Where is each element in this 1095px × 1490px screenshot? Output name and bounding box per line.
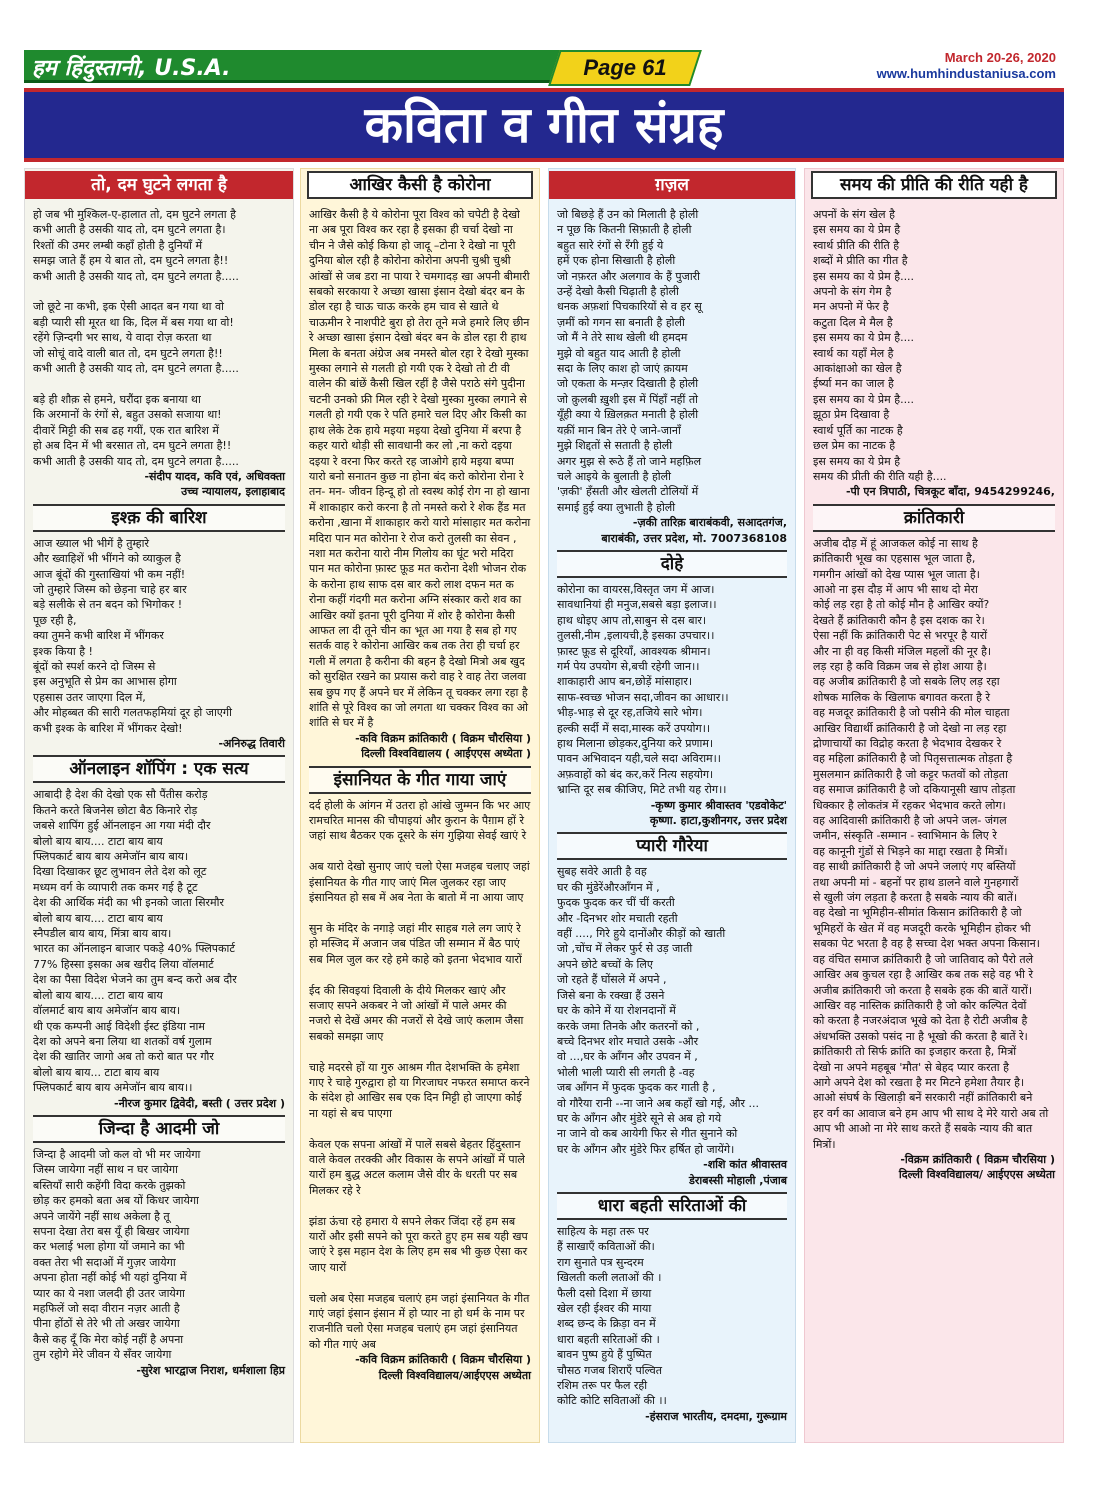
masthead	[24, 50, 1064, 84]
poem-text: साहित्य के महा तरू पर हैं साखाएँ कविताओं की। राग सुनाते पत्र सुन्दरम खिलती कली लताओं की । फैली दसो दिशा में छाया खेल रही ईश्वर की माया शब्द छन्द के क्रिड़ा वन में धारा बहती सरिताओं की । बावन पुष्प हुये हैं पुष्पित चौसठ गजब शिराएँ पल्वित रशिम तरू पर फैल रही कोटि कोटि सविताओं की ।।	[557, 1224, 667, 1408]
poem-text: अजीब दौड़ में हूं आजकल कोई ना साथ है क्रांतिकारी भूख का एहसास भूल जाता है, गमगीन आंखों को देख प्यास भूल जाता है। आओ ना इस दौड़ में आप भी साथ दो मेरा कोई लड़ रहा है तो कोई मौन है आखिर क्यों? देखते हैं क्रांतिकारी कौन है इस दशक का रे। ऐसा नहीं कि क्रांतिकारी पेट से भरपूर है यारों और ना ही वह किसी मंजिल महलों की नूर है। लड़ रहा है कवि विक्रम जब से होश आया है। वह अजीब क्रांतिकारी है जो सबके लिए लड़ रहा शोषक मालिक के खिलाफ बगावत करता है रे वह मजदूर क्रांतिकारी है जो पसीने की मोल चाहता आखिर विद्यार्थी क्रांतिकारी है जो देखो ना लड़ रहा द्रोणाचार्यों का विद्रोह करता है भेदभाव देखकर रे वह महिला क्रांतिकारी है जो पितृसत्तात्मक तोड़ता है मुसलमान क्रांतिकारी है जो कट्टर फतवों को तोड़ता वह समाज क्रांतिकारी है जो दकियानूसी खाप तोड़ता धिक्कार है लोकतंत्र में रहकर भेदभाव करते लोग। वह आदिवासी क्रांतिकारी है जो अपने जल- जंगल जमीन, संस्कृति -सम्मान - स्वाभिमान के लिए रे वह कानूनी गुंडों से भिड़ने का माद्दा रखता है मित्रों। वह साथी क्रांतिकारी है जो अपने जलाएं गए बस्तियों तथा अपनी मां - बहनों पर हाथ डालने वाले गुनहगारों से खुली जंग लड़ता है करता है सबके न्याय की बातें। वह देखो ना भूमिहीन-सीमांत किसान क्रांतिकारी है जो भूमिहरों के खेत में वह मजदूरी करके भूमिहीन होकर भी सबका पेट भरता है वह है सच्चा देश भक्त अपना किसान। वह वंचित समाज क्रांतिकारी है जो जातिवाद को पैरो तले आखिर अब कुचल रहा है आखिर कब तक सहे वह भी रे अजीब क्रांतिकारी जो करता है सबके हक की बातें यारों। आखिर वह नास्तिक क्रांतिकारी है जो कोर कल्पित देवों को करता है नजरअंदाज भूखे को देता है रोटी अजीब है अंधभक्ति उसको पसंद ना है भूखो की करता है बातें रे। क्रांतिकारी तो सिर्फ क्रांति का इजहार करता है, मित्रों देखो ना अपने महबूब 'मौत' से बेहद प्यार करता है आगे अपने देश को रखता है मर मिटने हमेशा तैयार है। आओ संघर्ष के खिलाड़ी बनें सरकारी नहीं क्रांतिकारी बने हर वर्ग का आवाज बने हम आप भी साथ दे मेरे यारो अब तो आप भी आओ ना मेरे साथ करते हैं सबके न्याय की बात मित्रों।	[813, 536, 1049, 1151]
poem-title: दोहे	[557, 550, 787, 578]
poem-text: आज ख्याल भी भीगें है तुम्हारे और ख्वाहिशें भी भींगने को व्याकुल है आज बूंदों की गुस्ताखियां भी कम नहीं! जो तुम्हारे जिस्म को छेड़ना चाहे हर बार बड़े सलीके से तन बदन को भिगोकर ! पूछ रही है, क्या तुमने कभी बारिश में भींगकर इश्क किया है ! बूंदों को स्पर्श करने दो जिस्म से इस अनुभूति से प्रेम का आभास होगा एहसास उतर जाएगा दिल में, और मोहब्बत की सारी गलतफहमियां दूर हो जाएगी कभी इश्क के बारिश में भींगकर देखो!	[33, 536, 232, 735]
poem-byline: -कृष्ण कुमार श्रीवास्तव 'एडवोकेट' कृष्णा. हाटा,कुशीनगर, उत्तर प्रदेश	[649, 798, 787, 828]
poem-text: जो बिछड़े हैं उन को मिलाती है होली न पूछ कि कितनी सिफ़ाती है होली बहुत सारे रंगों से रँगी हुई ये हमें एक होना सिखाती है होली जो नफ़रत और अलगाव के हैं पुजारी उन्हें देखो कैसी चिढ़ाती है होली धनक अफ़शां पिचकारियों से व हर सू ज़मीं को गगन सा बनाती है होली जो मैं ने तेरे साथ खेली थी हमदम मुझे वो बहुत याद आती है होली सदा के लिए काश हो जाएं क़ायम जो एकता के मन्ज़र दिखाती है होली जो क़ुलबी ख़ुशी इस में पिंहाँ नहीं तो यूँही क्या ये ख़िलक़त मनाती है होली यक़ीं मान बिन तेरे ऐ जाने-जानाँ मुझे शिद्दतों से सताती है होली अगर मुझ से रूठे हैं तो जाने महफ़िल चले आइये के बुलाती है होली 'ज़की' हँसती और खेलती टोलियों में समाई हुई क्या लुभाती है होली	[557, 208, 702, 514]
poem-title: समय की प्रीति की रीति यही है	[811, 171, 1057, 199]
poem-byline: -नीरज कुमार द्विवेदी, बस्ती ( उत्तर प्रदेश )	[114, 1096, 285, 1110]
column-3	[548, 168, 796, 1443]
page-title: कविता व गीत संग्रह	[364, 96, 724, 154]
column-1	[24, 168, 294, 1443]
issue-date: March 20-26, 2020	[944, 50, 1056, 65]
poem-byline: -संदीप यादव, कवि एवं, अधिवक्ता उच्च न्यायालय, इलाहाबाद	[144, 469, 285, 499]
poem-title: क्रांतिकारी	[813, 504, 1055, 532]
poem-title: ऑनलाइन शॉपिंग : एक सत्य	[33, 755, 285, 783]
poem-byline: -कवि विक्रम क्रांतिकारी ( विक्रम चौरसिया ) दिल्ली विश्वविद्यालय/आईएएस अध्येता	[355, 1353, 531, 1382]
poem-title: ग़ज़ल	[549, 171, 795, 199]
site-url[interactable]: www.humhindustaniusa.com	[876, 66, 1056, 81]
poem-text: कोरोना का वायरस,विस्तृत जग में आज। सावधानियां ही मनुज,सबसे बड़ा इलाज।। हाथ धोइए आप तो,साबुन से दस बार। तुलसी,नीम ,इलायची,है इसका उपचार।। फ़ास्ट फ़ूड से दूरियाँ, आवश्यक श्रीमान। गर्म पेय उपयोग से,बची रहेगी जान।। शाकाहारी आप बन,छोड़ें मांसाहार। साफ-स्वच्छ भोजन सदा,जीवन का आधार।। भीड़-भाड़ से दूर रह,तजिये सारे भोग। हल्की सर्दी में सदा,मास्क करें उपयोग।। हाथ मिलाना छोड़कर,दुनिया करे प्रणाम। पावन अभिवादन यही,चले सदा अविराम।। अफ़वाहों को बंद कर,करें नित्य सहयोग। भ्रान्ति दूर सब कीजिए, मिटे तभी यह रोग।।	[557, 582, 729, 797]
poem-byline: -कवि विक्रम क्रांतिकारी ( विक्रम चौरसिया ) दिल्ली विश्वविद्यालय ( आईएएस अध्येता )	[355, 731, 531, 761]
poem-byline: -पी एन त्रिपाठी, चित्रकूट बाँदा, 9454299246,	[845, 485, 1055, 499]
poem-byline: -सुरेश भारद्वाज निराश, धर्मशाला हिप्र	[136, 1363, 285, 1377]
poem-text: हो जब भी मुश्किल-ए-हालात तो, दम घुटने लगता है कभी आती है उसकी याद तो, दम घुटने लगता है। रिश्तों की उमर लम्बी कहाँ होती है दुनियाँ में समझ जाते हैं हम ये बात तो, दम घुटने लगता है!! कभी आती है उसकी याद तो, दम घुटने लगता है..... जो छूटे ना कभी, इक ऐसी आदत बन गया था वो बड़ी प्यारी सी मूरत था कि, दिल में बस गया था वो! रहेंगे ज़िन्दगी भर साथ, ये वादा रोज़ करता था जो सोचूं वादे वाली बात तो, दम घुटने लगता है!! कभी आती है उसकी याद तो, दम घुटने लगता है..... बड़े ही शौक़ से हमने, घरौंदा इक बनाया था कि अरमानों के रंगों से, बहुत उसको सजाया था! दीवारें मिट्टी की सब ढह गयीं, एक रात बारिश में हो अब दिन में भी बरसात तो, दम घुटने लगता है!! कभी आती है उसकी याद तो, दम घुटने लगता है.....	[33, 208, 239, 468]
poem-byline: -हंसराज भारतीय, दमदमा, गुरूग्राम	[645, 1409, 787, 1423]
poem-title: तो, दम घुटने लगता है	[25, 171, 293, 199]
poem-title: इंसानियत के गीत गाया जाएं	[309, 766, 531, 794]
poem-text: आखिर कैसी है ये कोरोना पूरा विश्व को चपेटी है देखो ना अब पूरा विश्व कर रहा है इसका ही चर्चा देखो ना चीन ने जैसे कोई किया हो जादू –टोना रे देखो ना पूरी दुनिया बोल रही है कोरोना कोरोना अपनी चुश्री चुश्री आंखों से जब डरा ना पाया रे चमगादड़ खा अपनी बीमारी सबको सरकाया रे अच्छा खासा इंसान देखो बंदर बन के डोल रहा है चाऊ चाऊ करके हम चाव से खाते थे चाऊमीन रे नाशपीटे बुरा हो तेरा तूने मजे हमारे लिए छीन रे अच्छा खासा इंसान देखो बंदर बन के डोल रहा री हाथ मिला के बनता अंग्रेज अब नमस्ते बोल रहा रे देखो मुस्का मुस्का लगाने से गलती हो गयी एक रे देखो तो टी वी वालेन की बांछें कैसी खिल रहीं है जैसे पराठे संगे पुदीना चटनी उनको फ्री मिल रही रे देखो मुस्का मुस्का लगाने से गलती हो गयी एक रे पति हमारे चल दिए और किसी का हाथ लेके टेक हाये मइया मइया देखो दुनिया में बरपा है कहर यारो थोड़ी सी सावधानी कर लो ,ना करो दइया दइया रे वरना फिर करते रह जाओगे हाये मइया बप्पा यारो बनो सनातन कुछ ना होना बंद करो कोरोना रोना रे तन- मन- जीवन हिन्दू हो तो स्वस्थ कोई रोग ना हो खाना में शाकाहार करो करना है तो नमस्ते करो रे शेक हैंड मत करोना ,खाना में शाकाहार करो यारो मांसाहार मत करोना मदिरा पान मत कोरोना रे रोज करो तुलसी का सेवन , नशा मत करोना यारो नीम गिलोय का घूंट भरो मदिरा पान मत कोरोना फ़ास्ट फ़ूड मत करोना देशी भोजन रोक के करोना हाथ साफ दस बार करो लाश दफन मत क रोना कहीं गंदगी मत करोना अग्नि संस्कार करो शव का आखिर क्यों इतना पूरी दुनिया में शोर है कोरोना कैसी आफत ला दी तूने चीन का भूत आ गया है सब हो गए सतर्क वाह रे कोरोना आखिर कब तक तेरा ही चर्चा हर गली में लगता है करीना की बहन है देखो मित्रो अब खुद को सुरक्षित रखने का प्रयास करो वाह रे वाह तेरा जलवा सब छुप गए हैं अपने घर में लेकिन तू चक्कर लगा रहा है शांति से पूरे विश्व का जो लगता था चक्कर विश्व का ओ शांति से घर में है	[309, 208, 531, 730]
poem-text: जिन्दा है आदमी जो कल वो भी मर जायेगा जिस्म जायेगा नहीं साथ न घर जायेगा बस्तियाँ सारी कहेंगी विदा करके तुझको छोड़ कर हमको बता अब यों किधर जायेगा अपने जायेंगे नहीं साथ अकेला है तू सपना देखा तेरा बस यूँ ही बिखर जायेगा कर भलाई भला होगा यों जमाने का भी वक्त तेरा भी सदाओं में गुज़र जायेगा अपना होता नहीं कोई भी यहां दुनिया में प्यार का ये नशा जलदी ही उतर जायेगा महफिलें जो सदा वीरान नज़र आती है पीना होंठों से तेरे भी तो अखर जायेगा कैसे कह दूँ कि मेरा कोई नहीं है अपना तुम रहोगे मेरे जीवन ये सँवर जायेगा	[33, 1147, 201, 1362]
poem-title: धारा बहती सरिताओं की	[557, 1192, 787, 1220]
column-2	[300, 168, 540, 1443]
poem-text: सुबह सवेरे आती है वह घर की मुंडेरेंऔरआँगन में , फुदक फुदक कर चीं चीं करती और -दिनभर शोर मचाती रहती वहीं ...., गिरे हुये दानोंऔर कीड़ों को खाती जो ,चोंच में लेकर फुर्र से उड़ जाती अपने छोटे बच्चों के लिए जो रहते हैं घोंसले में अपने , जिसे बना के रक्खा हैं उसने घर के कोने में या रोशनदानों में करके जमा तिनके और कतरनों को , बच्चे दिनभर शोर मचाते उसके -और वो ...,घर के आँगन और उपवन में , भोली भाली प्यारी सी लगती है -वह जब आँगन में फुदक फुदक कर गाती है , वो गौरैया रानी --ना जाने अब कहाँ खो गई, और ... घर के आँगन और मुंडेरे सूने से अब हो गये ना जाने वो कब आयेगी फिर से गीत सुनाने को घर के आँगन और मुंडेरे फिर हर्षित हो जायेंगे।	[557, 865, 760, 1156]
poem-byline: -ज़की तारिक़ बाराबंकवी, सआदतगंज, बाराबंकी, उत्तर प्रदेश, मो. 7007368108	[601, 516, 787, 545]
page-badge	[548, 50, 702, 86]
poem-title: जिन्दा है आदमी जो	[33, 1115, 285, 1143]
poem-title: प्यारी गौरेया	[557, 832, 787, 860]
page-number: Page 61	[583, 55, 667, 80]
page-title-bar	[24, 88, 1064, 162]
poem-title: आखिर कैसी है कोरोना	[307, 171, 533, 199]
poem-byline: -अनिरुद्ध तिवारी	[218, 737, 285, 750]
poem-text: अपनों के संग खेल है इस समय का ये प्रेम है स्वार्थ प्रीति की रीति है शब्दों मे प्रीति का गीत है इस समय का ये प्रेम है.... अपनो के संग गेम है मन अपनो में फेर है कटुता दिल मे मैल है इस समय का ये प्रेम है.... स्वार्थ का यहाँ मेल है आकांक्षाओ का खेल है ईर्ष्या मन का जाल है इस समय का ये प्रेम है.... झूठा प्रेम दिखावा है स्वार्थ पूर्ति का नाटक है छल प्रेम का नाटक है इस समय का ये प्रेम है समय की प्रीती की रीति यही है....	[813, 208, 947, 483]
poem-text: आबादी है देश की देखो एक सौ पैंतीस करोड़ कितने करते बिजनेस छोटा बैठ किनारे रोड़ जबसे शापिंग हुई ऑनलाइन आ गया मंदी दौर बोलो बाय बाय.... टाटा बाय बाय फ्लिपकार्ट बाय बाय अमेजॉन बाय बाय। दिखा दिखाकर छूट लुभावन लेते देश को लूट मध्यम वर्ग के व्यापारी तक कमर गई है टूट देश की आर्थिक मंदी का भी इनको जाता सिरमौर बोलो बाय बाय.... टाटा बाय बाय स्नैपडील बाय बाय, मिंत्रा बाय बाय। भारत का ऑनलाइन बाजार पकड़े 40% फ्लिपकार्ट 77% हिस्सा इसका अब खरीद लिया वॉलमार्ट देश का पैसा विदेश भेजने का तुम बन्द करो अब दौर बोलो बाय बाय.... टाटा बाय बाय वॉलमार्ट बाय बाय अमेजॉन बाय बाय। थी एक कम्पनी आई विदेशी ईस्ट इंडिया नाम देश को अपने बना लिया था शतकों वर्ष गुलाम देश की खातिर जागो अब तो करो बात पर गौर बोलो बाय बाय... टाटा बाय बाय फ्लिपकार्ट बाय बाय अमेजॉन बाय बाय।।	[33, 788, 237, 1095]
masthead-logo-band	[24, 50, 564, 83]
column-4	[804, 168, 1064, 1443]
poem-byline: -शशि कांत श्रीवास्तव डेराबस्सी मोहाली ,पंजाब	[689, 1158, 787, 1187]
poem-title: इश्क़ की बारिश	[33, 504, 285, 532]
masthead-logo: हम हिंदुस्तानी, U.S.A.	[32, 56, 231, 81]
poem-byline: -विक्रम क्रांतिकारी ( विक्रम चौरसिया ) दिल्ली विश्वविद्यालय/ आईएएस अध्येता	[898, 1152, 1055, 1182]
poem-text: दर्द होली के आंगन में उतरा हो आंखे जुम्मन कि भर आए रामचरित मानस की चौपाइयां और कुरान के पैग़ाम हों रे जहां साथ बैठकर एक दूसरे के संग गुझिया सेवई खाएं रे अब यारो देखो सुनाए जाएं चलो ऐसा मजहब चलाए जहां इंसानियत के गीत गाए जाएं मिल जुलकर रहा जाए इंसानियत हो सब में अब नेता के बातो में ना आया जाए सुन के मंदिर के नगाड़े जहां मीर साहब गले लग जाएं रे हो मस्जिद में अजान जब पंडित जी सम्मान में बैठ पाएं सब मिल जुल कर रहे हमे काहे को इतना भेदभाव यारों ईद की सिवइयां दिवाली के दीये मिलकर खाएं और सजाए सपने अकबर ने जो आंखों में पाले अमर की नजरो से देखें अमर की नजरों से देखे जाएं कलाम जैसा सबको समझा जाए चाहे मदरसे हों या गुरु आश्रम गीत देशभक्ति के हमेशा गाए रे चाहे गुरुद्वारा हो या गिरजाघर नफरत समाप्त करने के संदेश हो आखिर सब एक दिन मिट्टी हो जाएगा कोई ना यहां से बच पाएगा केवल एक सपना आंखों में पालें सबसे बेहतर हिंदुस्तान वाले केवल तरक्की और विकास के सपने आंखों में पाले यारों हम बुद्ध अटल कलाम जैसे वीर के धरती पर सब मिलकर रहे रे झंडा ऊंचा रहे हमारा ये सपने लेकर जिंदा रहें हम सब यारों और इसी सपने को पूरा करते हुए हम सब यही खप जाएं रे इस महान देश के लिए हम सब भी कुछ ऐसा कर जाए यारों चलो अब ऐसा मजहब चलाएं हम जहां इंसानियत के गीत गाएं जहां इंसान इंसान में हो प्यार ना हो धर्म के नाम पर राजनीति चलो ऐसा मजहब चलाएं हम जहां इंसानियत को गीत गाएं अब	[309, 798, 531, 1351]
